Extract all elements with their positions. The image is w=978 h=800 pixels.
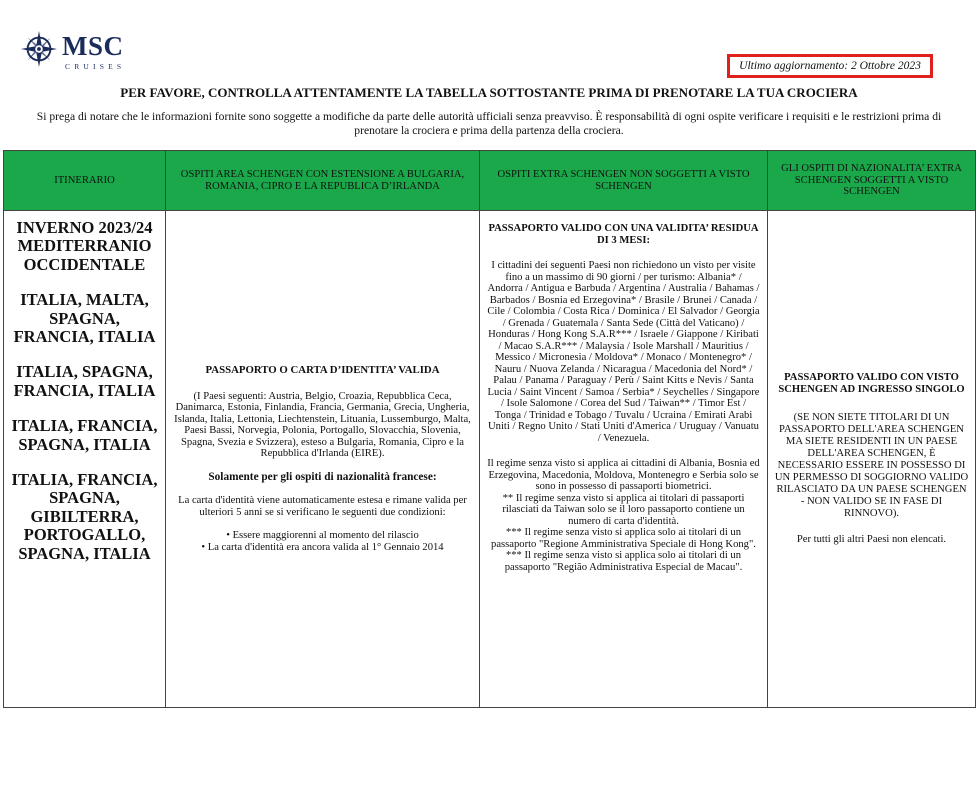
last-update-text: Ultimo aggiornamento: 2 Ottobre 2023 <box>739 60 921 72</box>
french-guests-text: La carta d'identità viene automaticamente estesa e rimane valida per ulteriori 5 anni se si verificano le seguenti due condizioni: <box>178 495 467 518</box>
itinerary-route: ITALIA, FRANCIA, SPAGNA, GIBILTERRA, PORTOGALLO, SPAGNA, ITALIA <box>11 470 158 563</box>
schengen-doc-title: PASSAPORTO O CARTA D’IDENTITA’ VALIDA <box>205 364 440 376</box>
extra-schengen-requirements-cell <box>480 211 768 708</box>
extra-doc-title: PASSAPORTO VALIDO CON UNA VALIDITA’ RESIDUA DI 3 MESI: <box>488 223 759 246</box>
visa-doc-title: PASSAPORTO VALIDO CON VISTO SCHENGEN AD INGRESSO SINGOLO <box>778 372 965 395</box>
biometric-note: Il regime senza visto si applica ai cittadini di Albania, Bosnia ed Erzegovina, Macedonia, Moldova, Montenegro e Serbia solo se sono in possesso di passaporti biometrici. <box>487 458 760 492</box>
list-item: • Essere maggiorenni al momento del rilascio <box>174 530 471 542</box>
schengen-requirements-cell <box>166 211 480 708</box>
header-extra-schengen-visa: GLI OSPITI DI NAZIONALITA’ EXTRA SCHENGEN SOGGETTI A VISTO SCHENGEN <box>768 151 976 211</box>
residence-permit-note: (SE NON SIETE TITOLARI DI UN PASSAPORTO DELL'AREA SCHENGEN MA SIETE RESIDENTI IN UN PAESE DELL'AREA SCHENGEN, È NECESSARIO ESSERE IN POSSESSO DI UN PERMESSO DI SOGGIORNO VALIDO RILASCIATO DA UN PAESE SCHENGEN - NON VALIDO SE IN FASE DI RINNOVO). <box>774 412 969 519</box>
disclaimer-notice: Si prega di notare che le informazioni fornite sono soggette a modifiche da parte delle autorità ufficiali senza preavviso. È responsabilità di ogni ospite verificare i requisiti e le restrizioni prima di prenotare la crociera e prima della partenza della crociera. <box>36 110 942 137</box>
header-itinerary: ITINERARIO <box>4 151 166 211</box>
msc-logo <box>20 30 140 75</box>
page-headline: PER FAVORE, CONTROLLA ATTENTAMENTE LA TABELLA SOTTOSTANTE PRIMA DI PRENOTARE LA TUA CROCIERA <box>120 85 858 100</box>
table-header-row <box>4 151 976 211</box>
itinerary-route: ITALIA, FRANCIA, SPAGNA, ITALIA <box>11 416 158 454</box>
last-update-box <box>727 54 933 78</box>
visa-requirements-cell <box>768 211 976 708</box>
itinerary-cell <box>4 211 166 708</box>
requirements-table <box>3 150 976 708</box>
taiwan-note: ** Il regime senza visto si applica ai titolari di passaporti rilasciati da Taiwan solo se il loro passaporto contiene un numero di carta d'identità. <box>502 492 745 527</box>
itinerary-route: ITALIA, SPAGNA, FRANCIA, ITALIA <box>13 362 156 400</box>
french-guests-title: Solamente per gli ospiti di nazionalità francese: <box>208 470 437 483</box>
brand-name: MSC <box>62 31 124 61</box>
compass-rose-icon <box>20 30 58 68</box>
header-extra-schengen-no-visa: OSPITI EXTRA SCHENGEN NON SOGGETTI A VISTO SCHENGEN <box>480 151 768 211</box>
hong-kong-note: *** Il regime senza visto si applica solo ai titolari di un passaporto "Regione Amministrativa Speciale di Hong Kong". <box>491 527 756 550</box>
list-item: • La carta d'identità era ancora valida al 1° Gennaio 2014 <box>174 542 471 554</box>
itinerary-season: INVERNO 2023/24 MEDITERRANIO OCCIDENTALE <box>16 218 153 274</box>
visa-free-countries: I cittadini dei seguenti Paesi non richiedono un visto per visite fino a un massimo di 90 giorni / per turismo: Albania* / Andorra / Antigua e Barbuda / Argentina / Australia / Bahamas / Barbados / Bosnia ed Erzegovina* / Brasile / Brunei / Canada / Cile / Colombia / Costa Rica / Dominica / El Salvador / Georgia / Grenada / Guatemala / Santa Sede (Città del Vaticano) / Honduras / Hong Kong S.A.R*** / Israele / Giappone / Kiribati / Macao S.A.R*** / Malaysia / Isole Marshall / Mauritius / Messico / Micronesia / Moldova* / Monaco / Montenegro* / Nauru / Nuova Zelanda / Nicaragua / Macedonia del Nord* / Palau / Panama / Paraguay / Perù / Saint Kitts e Nevis / Santa Lucia / Saint Vincent / Samoa / Serbia* / Seychelles / Singapore / Isole Salomone / Corea del Sud / Taiwan** / Timor Est / Tonga / Trinidad e Tobago / Tuvalu / Ucraina / Emirati Arabi Uniti / Regno Unito / Stati Uniti d'America / Uruguay / Vanuatu / Venezuela. <box>487 260 760 444</box>
table-row <box>4 211 976 708</box>
brand-subtitle: CRUISES <box>65 62 126 71</box>
macau-note: *** Il regime senza visto si applica solo ai titolari di un passaporto "Região Administrativa Especial de Macau". <box>504 550 743 573</box>
itinerary-route: ITALIA, MALTA, SPAGNA, FRANCIA, ITALIA <box>13 290 156 347</box>
other-countries-note: Per tutti gli altri Paesi non elencati. <box>796 534 947 545</box>
header-schengen-guests: OSPITI AREA SCHENGEN CON ESTENSIONE A BULGARIA, ROMANIA, CIPRO E LA REPUBLICA D’IRLANDA <box>166 151 480 211</box>
schengen-countries: (I Paesi seguenti: Austria, Belgio, Croazia, Repubblica Ceca, Danimarca, Estonia, Finlandia, Francia, Germania, Grecia, Ungheria, Islanda, Italia, Lettonia, Liechtenstein, Lituania, Lussemburgo, Malta, Paesi Bassi, Norvegia, Polonia, Portogallo, Slovacchia, Slovenia, Spagna, Svezia e Svizzera), esteso a Bulgaria, Romania, Cipro e la Repubblica d'Irlanda (EIRE). <box>174 390 471 459</box>
french-conditions-list <box>174 530 471 553</box>
